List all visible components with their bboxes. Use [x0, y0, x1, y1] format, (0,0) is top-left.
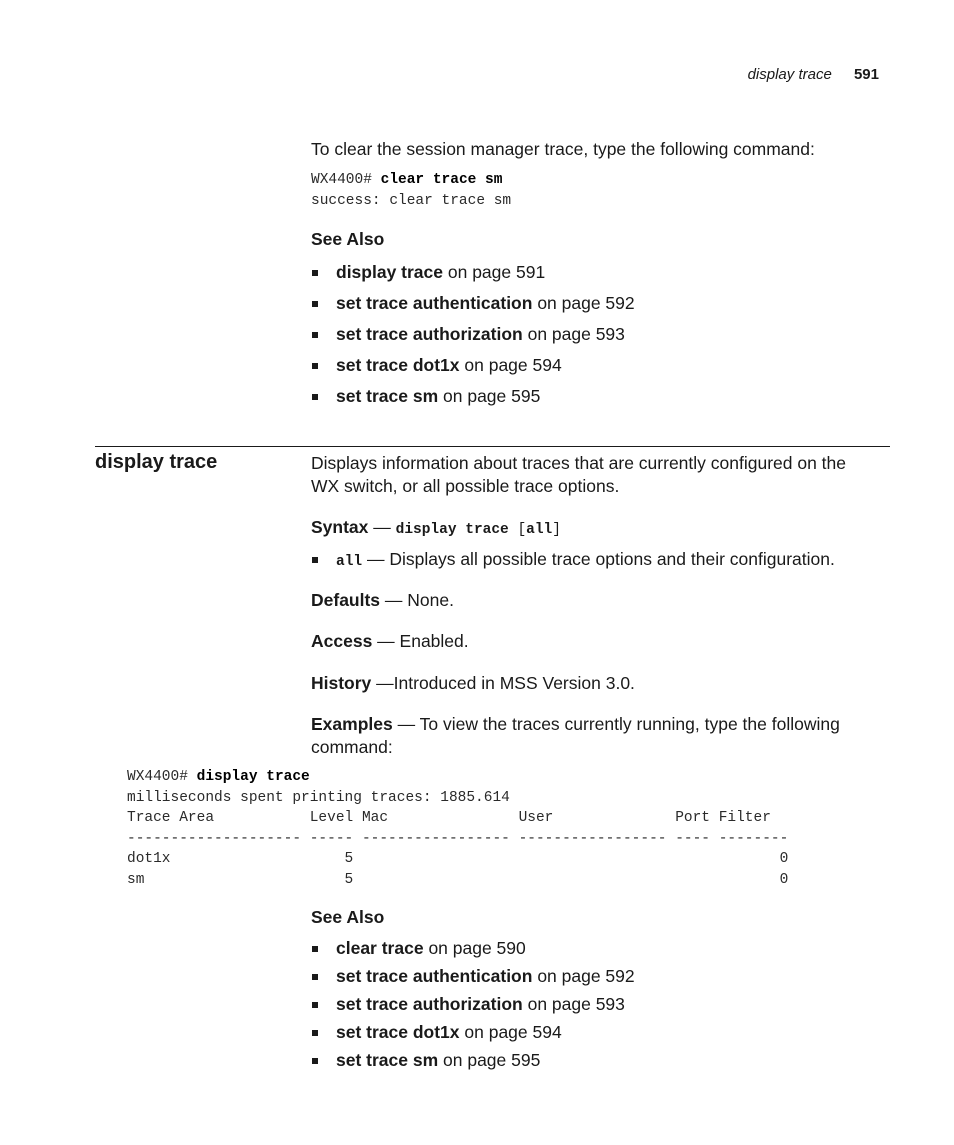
see-also-item[interactable]	[311, 385, 635, 416]
see-also-item[interactable]	[311, 261, 635, 292]
history-label: History	[311, 673, 372, 693]
see-also-item[interactable]	[311, 354, 635, 385]
running-header	[748, 66, 879, 83]
examples-label: Examples	[311, 714, 393, 734]
access-text: — Enabled.	[372, 631, 469, 651]
syntax-bracket-close: ]	[552, 522, 561, 538]
see-also-link[interactable]: set trace sm	[336, 1050, 439, 1070]
description-line: Displays information about traces that are currently configured on the	[311, 453, 847, 473]
see-also-item[interactable]	[311, 323, 635, 354]
examples-line	[311, 713, 840, 736]
syntax-dash: —	[368, 517, 396, 537]
example-code-block	[127, 767, 788, 890]
section-divider	[95, 446, 890, 447]
page-ref: on page 592	[532, 966, 635, 986]
syntax-command	[396, 522, 561, 538]
see-also-link[interactable]: set trace authorization	[336, 994, 523, 1014]
page-ref: on page 593	[522, 324, 625, 344]
access-label: Access	[311, 631, 373, 651]
code-line: Trace Area Level Mac User Port Filter	[127, 810, 771, 826]
code-line: -------------------- ----- ----------------- ----------------- ---- --------	[127, 830, 789, 847]
param-list	[311, 548, 835, 579]
code-prompt: WX4400#	[127, 769, 197, 785]
syntax-bracket-open: [	[508, 522, 527, 538]
examples-text: — To view the traces currently running, type the following	[392, 714, 840, 734]
see-also-item[interactable]	[311, 965, 635, 993]
examples-line: command:	[311, 737, 393, 757]
see-also-link[interactable]: display trace	[336, 262, 443, 282]
code-prompt: WX4400#	[311, 172, 381, 188]
page-ref: on page 592	[532, 293, 635, 313]
see-also-link[interactable]: set trace authorization	[336, 324, 523, 344]
see-also-link[interactable]: set trace authentication	[336, 966, 533, 986]
see-also-heading: See Also	[311, 907, 385, 927]
see-also-link[interactable]: set trace dot1x	[336, 1022, 460, 1042]
code-command: display trace	[196, 769, 310, 785]
description-line: WX switch, or all possible trace options.	[311, 476, 620, 496]
see-also-link[interactable]: set trace authentication	[336, 293, 533, 313]
see-also-link[interactable]: set trace sm	[336, 386, 439, 406]
page-ref: on page 593	[522, 994, 625, 1014]
code-command: clear trace sm	[380, 172, 503, 188]
see-also-item[interactable]	[311, 937, 635, 965]
syntax-line	[311, 516, 561, 542]
see-also-list	[311, 261, 635, 416]
defaults-label: Defaults	[311, 590, 381, 610]
examples-paragraph	[311, 713, 840, 759]
intro-paragraph: To clear the session manager trace, type the following command:	[311, 139, 815, 159]
param-name: all	[336, 554, 363, 570]
see-also-link[interactable]: clear trace	[336, 938, 424, 958]
see-also-list	[311, 937, 635, 1077]
code-line: milliseconds spent printing traces: 1885.614	[127, 789, 510, 806]
page-ref: on page 590	[423, 938, 526, 958]
page-ref: on page 591	[443, 262, 546, 282]
intro-code-block	[311, 170, 511, 211]
see-also-item[interactable]	[311, 993, 635, 1021]
syntax-label: Syntax	[311, 517, 369, 537]
page-number: 591	[853, 66, 879, 83]
page-ref: on page 594	[459, 355, 562, 375]
section-title: display trace	[95, 451, 218, 473]
syntax-arg: all	[526, 522, 553, 538]
code-line: sm 5 0	[127, 871, 789, 888]
see-also-item[interactable]	[311, 1049, 635, 1077]
page-ref: on page 595	[438, 1050, 541, 1070]
syntax-command-name: display trace	[395, 522, 509, 538]
see-also-heading: See Also	[311, 229, 385, 249]
defaults-text: — None.	[380, 590, 454, 610]
code-line: dot1x 5 0	[127, 851, 789, 867]
section-description	[311, 452, 846, 498]
page-ref: on page 595	[438, 386, 541, 406]
see-also-item[interactable]	[311, 292, 635, 323]
see-also-link[interactable]: set trace dot1x	[336, 355, 460, 375]
param-desc: — Displays all possible trace options and their configuration.	[362, 549, 835, 569]
see-also-item[interactable]	[311, 1021, 635, 1049]
running-header-title: display trace	[747, 66, 832, 83]
history-text: —Introduced in MSS Version 3.0.	[371, 673, 635, 693]
access-line	[311, 630, 469, 653]
history-line	[311, 672, 635, 695]
code-output: success: clear trace sm	[311, 192, 512, 209]
param-item	[311, 548, 835, 579]
defaults-line	[311, 589, 454, 612]
page-ref: on page 594	[459, 1022, 562, 1042]
